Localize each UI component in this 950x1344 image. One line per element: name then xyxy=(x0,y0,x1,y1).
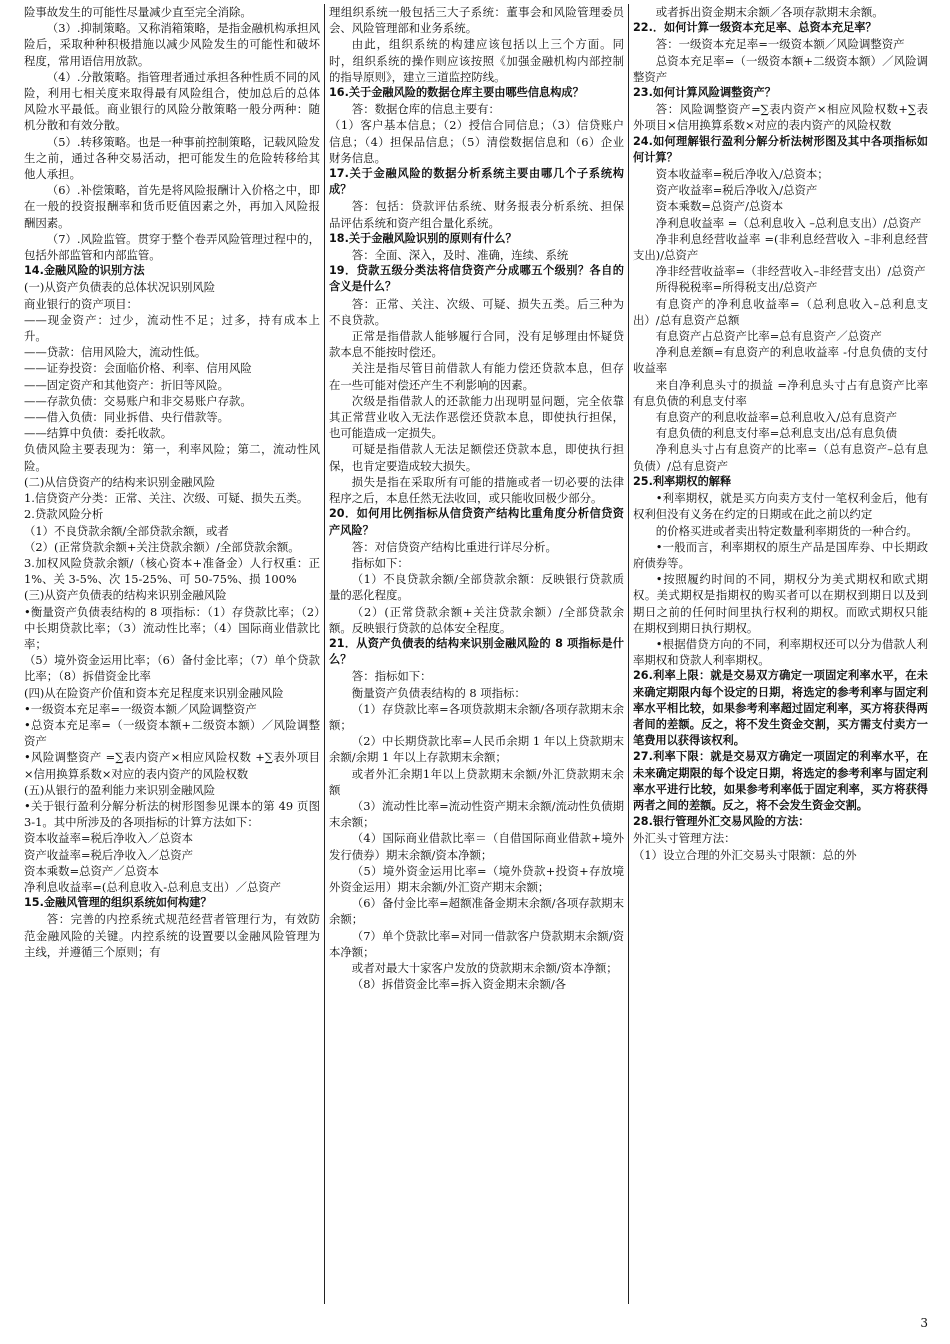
paragraph: 或者外汇余期1年以上贷款期末余额/外汇贷款期末余额 xyxy=(329,766,624,797)
paragraph: （1）设立合理的外汇交易头寸限额：总的外 xyxy=(633,847,857,862)
paragraph: 2.贷款风险分析 xyxy=(24,507,104,522)
paragraph: 指标如下： xyxy=(351,555,409,570)
paragraph: 关注是指尽管目前借款人有能力偿还贷款本息，但存在一些可能对偿还产生不利影响的因素。 xyxy=(329,361,624,392)
paragraph: （1）不良贷款余额/全部贷款余额：反映银行贷款质量的恶化程度。 xyxy=(329,572,624,603)
paragraph: 负债风险主要表现为：第一，利率风险；第二，流动性风险。 xyxy=(24,442,320,473)
question-heading: 23.如何计算风险调整资产？ xyxy=(633,86,776,100)
paragraph: •利率期权，就是买方向卖方支付一笔权利金后，他有权利但没有义务在约定的日期或在此之前以约定 xyxy=(633,491,928,522)
paragraph: （5）境外资金运用比率；（6）备付金比率；（7）单个贷款比率；（8）拆借资金比率 xyxy=(24,653,320,684)
paragraph: (二)从信贷资产的结构来识别金融风险 xyxy=(24,474,216,489)
paragraph: (五)从银行的盈利能力来识别金融风险 xyxy=(24,782,216,797)
question-heading: 15.金融风管理的组织系统如何构建？ xyxy=(24,896,212,910)
paragraph: •一般而言，利率期权的原生产品是国库券、中长期政府债券等。 xyxy=(633,539,928,570)
paragraph: 答：数据仓库的信息主要有： xyxy=(351,102,500,117)
paragraph: 净非经营收益率=（非经营收入–非经营支出）/总资产 xyxy=(655,264,926,279)
paragraph: 净利息差额=有息资产的利息收益率 -付息负债的支付收益率 xyxy=(633,345,928,376)
text-column-3 xyxy=(628,4,940,1304)
paragraph: （8）拆借资金比率=拆入资金期末余额/各 xyxy=(351,977,567,992)
paragraph: 险事故发生的可能性尽量减少直至完全消除。 xyxy=(24,5,252,19)
paragraph: 答：完善的内控系统式规范经营者管理行为，有效防范金融风险的关键。内控系统的设置要以金融风险管理为主线，并遵循三个原则；有 xyxy=(24,912,320,959)
question-heading: 25.利率期权的解释 xyxy=(633,474,732,488)
paragraph: （2）中长期贷款比率=人民币余期 1 年以上贷款期末余额/余期 1 年以上存款期末余额； xyxy=(329,734,624,765)
question-heading: 20．如何用比例指标从信贷资产结构比重角度分析信贷资产风险？ xyxy=(329,507,624,537)
paragraph: 答：一级资本充足率=一级资本额／风险调整资产 xyxy=(655,37,905,52)
paragraph: 所得税税率=所得税支出/总资产 xyxy=(655,280,818,295)
paragraph: 有息资产的利息收益率=总利息收入/总有息资产 xyxy=(655,410,897,425)
paragraph: •按照履约时间的不同，期权分为美式期权和欧式期权。美式期权是指期权的购买者可以在期权到期日以及到期日之前的任何时间里执行权利的期权。而欧式期权只能在期权到期日执行期权。 xyxy=(633,572,928,635)
paragraph: 由此，组织系统的构建应该包括以上三个方面。同时，组织系统的操作则应该按照《加强金融机构内部控制的指导原则》，建立三道监控防线。 xyxy=(329,37,624,84)
paragraph: 答：对信贷资产结构比重进行详尽分析。 xyxy=(351,539,557,554)
paragraph: 外汇头寸管理方法： xyxy=(633,831,736,846)
paragraph: ——证券投资：会面临价格、利率、信用风险 xyxy=(24,361,252,376)
question-heading: 16.关于金融风险的数据仓库主要由哪些信息构成？ xyxy=(329,86,584,100)
question-heading: 14.金融风险的识别方法 xyxy=(24,264,145,278)
paragraph: 净非利息经营收益率 =(非利息经营收入 –非利息经营支出)/总资产 xyxy=(633,231,928,263)
question-heading: 28.银行管理外汇交易风险的方法： xyxy=(633,815,810,829)
paragraph: •总资本充足率=（一级资本额+二级资本额）／风险调整资产 xyxy=(24,717,320,749)
question-heading: 27.利率下限：就是交易双方确定一项固定的利率水平，在未来确定期限的每个设定日期，将选定的参考利率与固定利率水平进行比较，如果参考利率低于固定利率，买方将获得两者之间的差额。反之，将不会发生资金交割。 xyxy=(633,750,928,812)
paragraph: 资本乘数=总资产／总资本 xyxy=(24,863,159,878)
paragraph: （2）(正常贷款余额+关注贷款余额）/全部贷款余额。反映银行贷款的总体安全程度。 xyxy=(329,604,624,635)
paragraph: •衡量资产负债表结构的 8 项指标：（1）存贷款比率；（2）中长期贷款比率；（3）流动性比率；（4）国际商业借款比率； xyxy=(24,604,320,651)
question-heading: 26.利率上限：就是交易双方确定一项固定利率水平，在未来确定期限内每个设定的日期，将选定的参考利率与固定利率水平相比较，如果参考利率超过固定利率，买方将获得两者间的差额。反之，将不发生资金交割，买方需支付卖方一笔费用以获得该权利。 xyxy=(633,669,928,748)
document-page xyxy=(20,4,940,1304)
question-heading: 19．贷款五级分类法将信贷资产分成哪五个级别？各自的含义是什么？ xyxy=(329,264,624,294)
paragraph: （1）客户基本信息；（2）授信合同信息；（3）信贷账户信息；（4）担保品信息；（5）清偿数据信息和（6）企业财务信息。 xyxy=(329,118,624,165)
paragraph: （7）.风险监管。贯穿于整个卷弄风险管理过程中的，包括外部监管和内部监管。 xyxy=(24,231,320,263)
paragraph: ——现金资产：过少，流动性不足；过多，持有成本上升。 xyxy=(24,312,320,344)
paragraph: （4）.分散策略。指管理者通过承担各种性质不同的风险，利用七相关度来取得最有风险组合，使加总后的总体风险水平最低。商业银行的风险分散策略一般分两种：随机分散和有效分散。 xyxy=(24,69,320,133)
paragraph: ——存款负债：交易账户和非交易账户存款。 xyxy=(24,393,252,408)
paragraph: 答：正常、关注、次级、可疑、损失五类。后三种为不良贷款。 xyxy=(329,296,624,327)
paragraph: 有息负债的利息支付率=总利息支出/总有息负债 xyxy=(655,426,897,441)
paragraph: 损失是指在采取所有可能的措施或者一切必要的法律程序之后，本息任然无法收回，或只能收回极少部分。 xyxy=(329,474,624,506)
paragraph: 有息资产的净利息收益率=（总利息收入–总利息支出）/总有息资产总额 xyxy=(633,296,928,327)
question-heading: 18.关于金融风险识别的原则有什么？ xyxy=(329,231,517,245)
paragraph: 有息资产占总资产比率=总有息资产／总资产 xyxy=(655,329,882,344)
paragraph: 资本收益率=税后净收入／总资本 xyxy=(24,831,194,846)
paragraph: （3）流动性比率=流动性资产期末余额/流动性负债期末余额； xyxy=(329,798,624,830)
paragraph: （6）备付金比率=超额准备金期末余额/各项存款期末余额； xyxy=(329,896,624,927)
question-heading: 24.如何理解银行盈利分解分析法树形图及其中各项指标如何计算？ xyxy=(633,134,928,164)
paragraph: 或者对最大十家客户发放的贷款期末余额/资本净额； xyxy=(351,960,618,975)
paragraph: 答：包括：贷款评估系统、财务报表分析系统、担保品评估系统和资产组合量化系统。 xyxy=(329,199,624,230)
paragraph: 净利息收益率=(总利息收入-总利息支出）／总资产 xyxy=(24,879,282,894)
paragraph: 答：指标如下： xyxy=(351,669,432,684)
paragraph: •关于银行盈利分解分析法的树形图参见课本的第 49 页图 3-1。其中所涉及的各项指标的计算方法如下： xyxy=(24,798,320,830)
paragraph: 次级是指借款人的还款能力出现明显问题，完全依靠其正常营业收入无法作恶偿还贷款本息，即使执行担保，也可能造成一定损失。 xyxy=(329,393,624,441)
paragraph: (四)从在险资产价值和资本充足程度来识别金融风险 xyxy=(24,685,284,700)
paragraph: 3.加权风险贷款余额/（核心资本+准备金）人行权重：正 1%、关 3-5%、次 15-25%、可 50-75%、损 100% xyxy=(24,555,320,587)
paragraph: 资产收益率=税后净收入／总资产 xyxy=(24,847,194,862)
paragraph: 资本乘数=总资产/总资本 xyxy=(655,199,784,214)
paragraph: (一)从资产负债表的总体状况识别风险 xyxy=(24,280,216,295)
paragraph: 净利息收益率 =（总利息收入 –总利息支出）/总资产 xyxy=(655,215,922,230)
paragraph: 答：全面、深入，及时、准确，连续、系统 xyxy=(351,248,569,263)
page-number: 3 xyxy=(920,1316,928,1330)
text-column-2 xyxy=(324,4,628,1304)
question-heading: 22.．如何计算一级资本充足率、总资本充足率？ xyxy=(633,21,877,35)
paragraph: ——固定资产和其他资产：折旧等风险。 xyxy=(24,377,230,392)
paragraph: ——结算中负债：委托收款。 xyxy=(24,426,173,441)
paragraph: 的价格买进或者卖出特定数量利率期货的一种合约。 xyxy=(655,523,918,538)
question-heading: 21．从资产负债表的结构来识别金融风险的 8 项指标是什么？ xyxy=(329,636,624,667)
paragraph: ——借入负债：同业拆借、央行借款等。 xyxy=(24,410,230,425)
paragraph: （5）.转移策略。也是一种事前控制策略，记载风险发生之前，通过各种交易活动，把可能发生的危险转移给其他人承担。 xyxy=(24,134,320,182)
paragraph: 来自净利息头寸的损益 =净利息头寸占有息资产比率 有息负债的利息支付率 xyxy=(633,377,940,408)
paragraph: (三)从资产负债表的结构来识别金融风险 xyxy=(24,588,227,603)
paragraph: （5）境外资金运用比率=（境外贷款+投资+存放境外资金运用）期末余额/外汇资产期末余额； xyxy=(329,863,624,894)
paragraph: 正常是指借款人能够履行合同，没有足够理由怀疑贷款本息不能按时偿还。 xyxy=(329,329,624,360)
paragraph: （3）.抑制策略。又称消箱策略，是指金融机构承担风险后，采取种种积极措施以减少风险发生的可能性和破坏程度，常用语信用放款。 xyxy=(24,21,320,68)
paragraph: （1）存贷款比率=各项贷款期末余额/各项存款期末余额； xyxy=(329,701,624,732)
paragraph: 或者拆出资金期末余额／各项存款期末余额。 xyxy=(655,5,884,19)
paragraph: 资本收益率=税后净收入/总资本； xyxy=(655,167,829,182)
text-column-1 xyxy=(20,4,324,1304)
paragraph: 可疑是指借款人无法足额偿还贷款本息，即使执行担保，也肯定要造成较大损失。 xyxy=(329,442,624,473)
paragraph: 净利息头寸占有息资产的比率=（总有息资产–总有息负债）/总有息资产 xyxy=(633,442,928,473)
paragraph: 总资本充足率=（一级资本额+二级资本额）／风险调整资产 xyxy=(633,53,928,84)
question-heading: 17.关于金融风险的数据分析系统主要由哪几个子系统构成？ xyxy=(329,167,624,197)
paragraph: •风险调整资产 =∑表内资产×相应风险权数 +∑表外项目×信用换算系数×对应的表内资产的风险权数 xyxy=(24,750,320,781)
paragraph: （6）.补偿策略，首先是将风险报酬计入价格之中，即在一般的投资报酬率和货币贬值因素之外，再加入风险报酬因素。 xyxy=(24,183,320,230)
paragraph: ——贷款：信用风险大，流动性低。 xyxy=(24,345,207,360)
paragraph: 理组织系统一般包括三大子系统：董事会和风险管理委员会、风险管理部和业务系统。 xyxy=(329,5,624,36)
paragraph: •根据借贷方向的不同，利率期权还可以分为借款人利率期权和贷款人利率期权。 xyxy=(633,636,928,668)
paragraph: （1）不良贷款余额/全部贷款余额，或者 xyxy=(24,523,229,538)
paragraph: 答：风险调整资产=∑表内资产×相应风险权数+∑表外项目×信用换算系数×对应的表内资产的风险权数 xyxy=(633,102,928,133)
paragraph: •一级资本充足率=一级资本额／风险调整资产 xyxy=(24,701,257,716)
paragraph: 衡量资产负债表结构的 8 项指标： xyxy=(351,685,526,700)
paragraph: 1.信贷资产分类：正常、关注、次级、可疑、损失五类。 xyxy=(24,491,309,506)
paragraph: （4）国际商业借款比率＝（自借国际商业借款+境外发行债券）期末余额/资本净额； xyxy=(329,831,624,862)
paragraph: 资产收益率=税后净收入/总资产 xyxy=(655,183,818,198)
paragraph: （7）单个贷款比率=对同一借款客户贷款期末余额/资本净额； xyxy=(329,928,624,959)
paragraph: 商业银行的资产项目： xyxy=(24,296,138,311)
paragraph: （2）(正常贷款余额+关注贷款余额）/全部贷款余额。 xyxy=(24,539,300,554)
